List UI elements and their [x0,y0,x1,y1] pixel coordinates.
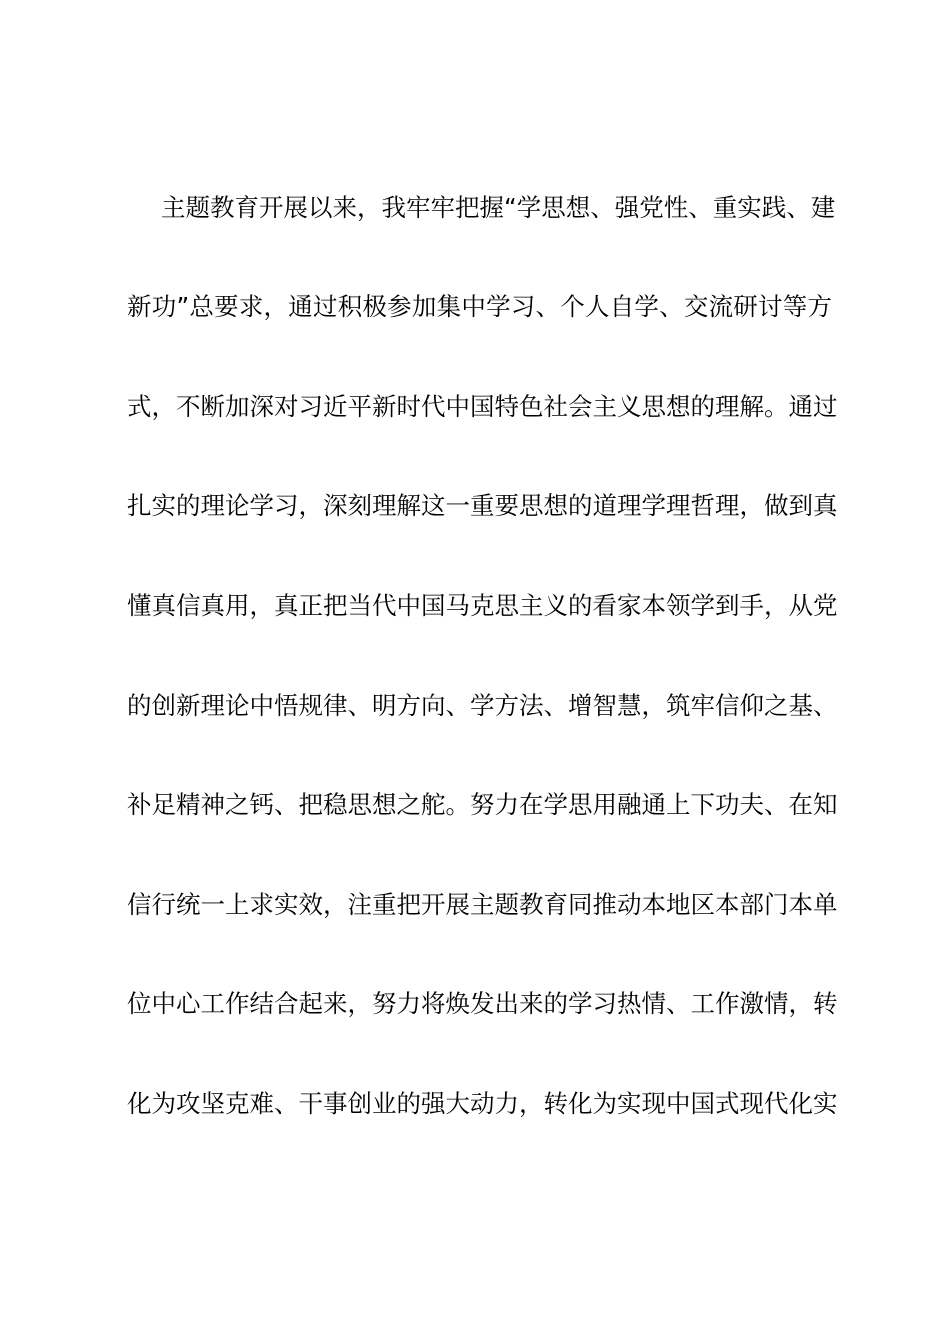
paragraph-line: 化为攻坚克难、干事创业的强大动力，转化为实现中国式现代化实 [127,1089,838,1118]
paragraph-line: 懂真信真用，真正把当代中国马克思主义的看家本领学到手，从党 [127,591,838,620]
paragraph-line: 扎实的理论学习，深刻理解这一重要思想的道理学理哲理，做到真 [127,491,838,520]
paragraph-line: 位中心工作结合起来，努力将焕发出来的学习热情、工作激情，转 [127,989,838,1018]
paragraph-line: 的创新理论中悟规律、明方向、学方法、增智慧，筑牢信仰之基、 [127,691,838,720]
paragraph-line: 式，不断加深对习近平新时代中国特色社会主义思想的理解。通过 [127,392,838,421]
paragraph-line: 补足精神之钙、把稳思想之舵。努力在学思用融通上下功夫、在知 [127,790,838,819]
paragraph-line: 信行统一上求实效，注重把开展主题教育同推动本地区本部门本单 [127,890,838,919]
paragraph-line: 主题教育开展以来，我牢牢把握“学思想、强党性、重实践、建 [161,193,836,222]
paragraph-line: 新功”总要求，通过积极参加集中学习、个人自学、交流研讨等方 [127,292,832,321]
